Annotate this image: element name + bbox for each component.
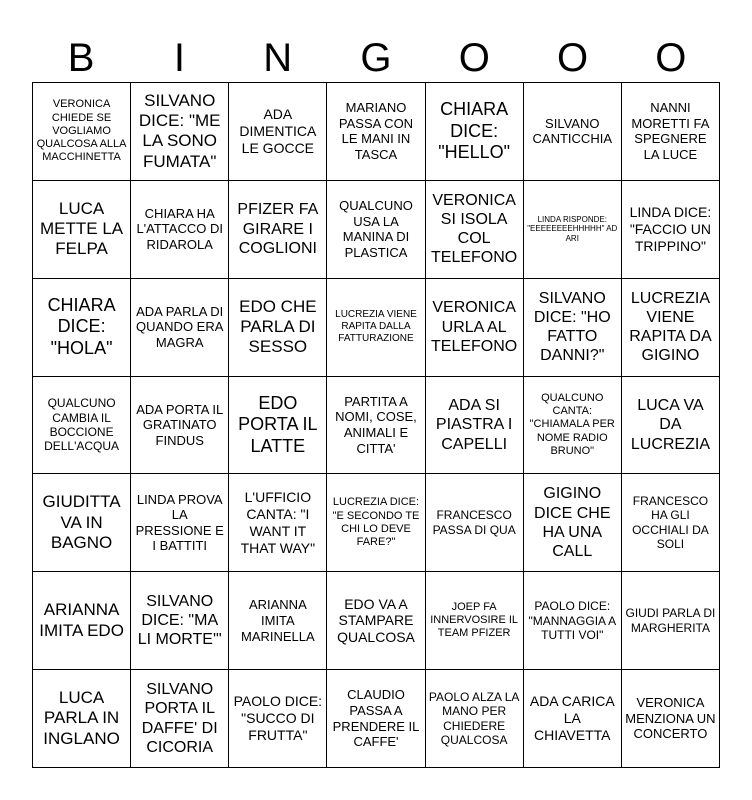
bingo-cell[interactable] — [327, 572, 425, 670]
cell-text: VERONICA SI ISOLA COL TELEFONO — [431, 191, 518, 267]
cell-text: LUCA VA DA LUCREZIA — [630, 397, 710, 453]
header-letter: G — [360, 36, 392, 80]
bingo-cell[interactable] — [131, 474, 229, 572]
header-letter: O — [458, 36, 490, 80]
bingo-cell[interactable] — [622, 83, 720, 181]
cell-text: JOEP FA INNERVOSIRE IL TEAM PFIZER — [430, 600, 519, 640]
cell-text: L'UFFICIO CANTA: "I WANT IT THAT WAY" — [240, 489, 316, 556]
cell-text: LUCA METTE LA FELPA — [40, 198, 124, 259]
cell-text: SILVANO CANTICCHIA — [532, 115, 612, 147]
bingo-cell[interactable] — [229, 670, 327, 768]
bingo-cell[interactable] — [131, 377, 229, 475]
bingo-cell[interactable] — [426, 83, 524, 181]
cell-text: PAOLO DICE: "SUCCO DI FRUTTA" — [233, 693, 323, 743]
cell-text: GIUDI PARLA DI MARGHERITA — [625, 606, 716, 635]
bingo-cell[interactable] — [327, 670, 425, 768]
cell-text: PAOLO ALZA LA MANO PER CHIEDERE QUALCOSA — [428, 689, 520, 747]
cell-text: ARIANNA IMITA EDO — [39, 600, 124, 640]
cell-text: EDO CHE PARLA DI SESSO — [239, 296, 317, 357]
cell-text: FRANCESCO PASSA DI QUA — [432, 508, 516, 537]
bingo-cell[interactable] — [131, 83, 229, 181]
bingo-cell[interactable] — [229, 572, 327, 670]
bingo-cell[interactable] — [229, 474, 327, 572]
bingo-cell[interactable] — [327, 474, 425, 572]
bingo-cell[interactable] — [524, 670, 622, 768]
bingo-cell[interactable] — [426, 377, 524, 475]
bingo-cell[interactable] — [33, 279, 131, 377]
bingo-cell[interactable] — [229, 181, 327, 279]
cell-text: LINDA PROVA LA PRESSIONE E I BATTITI — [135, 491, 224, 554]
cell-text: LINDA DICE: "FACCIO UN TRIPPINO" — [629, 204, 712, 254]
bingo-cell[interactable] — [33, 181, 131, 279]
bingo-cell[interactable] — [327, 83, 425, 181]
cell-text: LINDA RISPONDE: "EEEEEEEEHHHHH" AD ARI — [527, 214, 618, 244]
bingo-cell[interactable] — [524, 474, 622, 572]
bingo-cell[interactable] — [131, 572, 229, 670]
bingo-cell[interactable] — [426, 572, 524, 670]
cell-text: EDO VA A STAMPARE QUALCOSA — [337, 595, 415, 646]
cell-text: CHIARA DICE: "HELLO" — [438, 99, 511, 163]
cell-text: SILVANO DICE: "MA LI MORTE'" — [137, 592, 222, 649]
bingo-cell[interactable] — [327, 279, 425, 377]
cell-text: LUCA PARLA IN INGLANO — [43, 687, 120, 748]
cell-text: NANNI MORETTI FA SPEGNERE LA LUCE — [631, 100, 710, 163]
bingo-cell[interactable] — [327, 377, 425, 475]
bingo-cell[interactable] — [327, 181, 425, 279]
bingo-cell[interactable] — [622, 181, 720, 279]
bingo-cell[interactable] — [229, 83, 327, 181]
cell-text: SILVANO DICE: "HO FATTO DANNI?" — [533, 289, 611, 365]
cell-text: SILVANO DICE: "ME LA SONO FUMATA" — [138, 90, 221, 171]
bingo-cell[interactable] — [524, 572, 622, 670]
cell-text: QUALCUNO CANTA: "CHIAMALA PER NOME RADIO BRUNO" — [529, 392, 615, 457]
bingo-cell[interactable] — [33, 670, 131, 768]
cell-text: VERONICA CHIEDE SE VOGLIAMO QUALCOSA ALLA MACCHINETTA — [36, 98, 127, 164]
cell-text: MARIANO PASSA CON LE MANI IN TASCA — [338, 100, 414, 163]
header-letter: O — [655, 36, 687, 80]
header-letter: N — [263, 36, 293, 80]
bingo-cell[interactable] — [524, 279, 622, 377]
bingo-cell[interactable] — [524, 377, 622, 475]
bingo-cell[interactable] — [33, 474, 131, 572]
bingo-cell[interactable] — [229, 279, 327, 377]
cell-text: ADA PARLA DI QUANDO ERA MAGRA — [136, 303, 224, 350]
bingo-cell[interactable] — [622, 572, 720, 670]
bingo-cell[interactable] — [33, 572, 131, 670]
bingo-cell[interactable] — [426, 670, 524, 768]
bingo-cell[interactable] — [524, 181, 622, 279]
bingo-cell[interactable] — [622, 474, 720, 572]
bingo-cell[interactable] — [426, 181, 524, 279]
cell-text: SILVANO PORTA IL DAFFE' DI CICORIA — [141, 681, 218, 756]
header-letter: I — [173, 36, 185, 80]
header-letter: O — [556, 36, 589, 80]
cell-text: CLAUDIO PASSA A PRENDERE IL CAFFE' — [332, 687, 420, 750]
cell-text: FRANCESCO HA GLI OCCHIALI DA SOLI — [632, 494, 709, 552]
bingo-cell[interactable] — [524, 83, 622, 181]
cell-text: ADA DIMENTICA LE GOCCE — [239, 106, 317, 156]
cell-text: QUALCUNO USA LA MANINA DI PLASTICA — [339, 198, 413, 260]
cell-text: ADA SI PIASTRA I CAPELLI — [435, 397, 513, 453]
bingo-cell[interactable] — [131, 670, 229, 768]
bingo-grid — [32, 82, 720, 768]
bingo-cell[interactable] — [229, 377, 327, 475]
bingo-cell[interactable] — [131, 279, 229, 377]
header-letter: B — [67, 36, 95, 80]
bingo-cell[interactable] — [622, 279, 720, 377]
bingo-cell[interactable] — [33, 377, 131, 475]
cell-text: LUCREZIA VIENE RAPITA DA GIGINO — [629, 289, 712, 365]
bingo-cell[interactable] — [622, 377, 720, 475]
bingo-cell[interactable] — [33, 83, 131, 181]
cell-text: LUCREZIA DICE: "E SECONDO TE CHI LO DEVE FARE?" — [332, 496, 420, 549]
cell-text: ARIANNA IMITA MARINELLA — [241, 597, 315, 644]
cell-text: PFIZER FA GIRARE I COGLIONI — [237, 201, 319, 257]
bingo-cell[interactable] — [426, 474, 524, 572]
bingo-cell[interactable] — [426, 279, 524, 377]
cell-text: VERONICA MENZIONA UN CONCERTO — [625, 695, 716, 742]
cell-text: CHIARA HA L'ATTACCO DI RIDAROLA — [136, 205, 223, 253]
bingo-cell[interactable] — [622, 670, 720, 768]
bingo-cell[interactable] — [131, 181, 229, 279]
cell-text: PARTITA A NOMI, COSE, ANIMALI E CITTA' — [335, 393, 417, 456]
cell-text: LUCREZIA VIENE RAPITA DALLA FATTURAZIONE — [335, 309, 417, 345]
cell-text: CHIARA DICE: "HOLA" — [47, 294, 116, 358]
cell-text: PAOLO DICE: "MANNAGGIA A TUTTI VOI" — [528, 599, 617, 642]
cell-text: GIGINO DICE CHE HA UNA CALL — [534, 485, 611, 561]
cell-text: VERONICA URLA AL TELEFONO — [431, 299, 518, 355]
bingo-header — [32, 34, 720, 82]
cell-text: ADA PORTA IL GRATINATO FINDUS — [136, 401, 224, 448]
cell-text: QUALCUNO CAMBIA IL BOCCIONE DELL'ACQUA — [44, 396, 120, 454]
cell-text: EDO PORTA IL LATTE — [238, 392, 318, 456]
cell-text: GIUDITTA VA IN BAGNO — [42, 492, 121, 553]
cell-text: ADA CARICA LA CHIAVETTA — [529, 693, 615, 743]
